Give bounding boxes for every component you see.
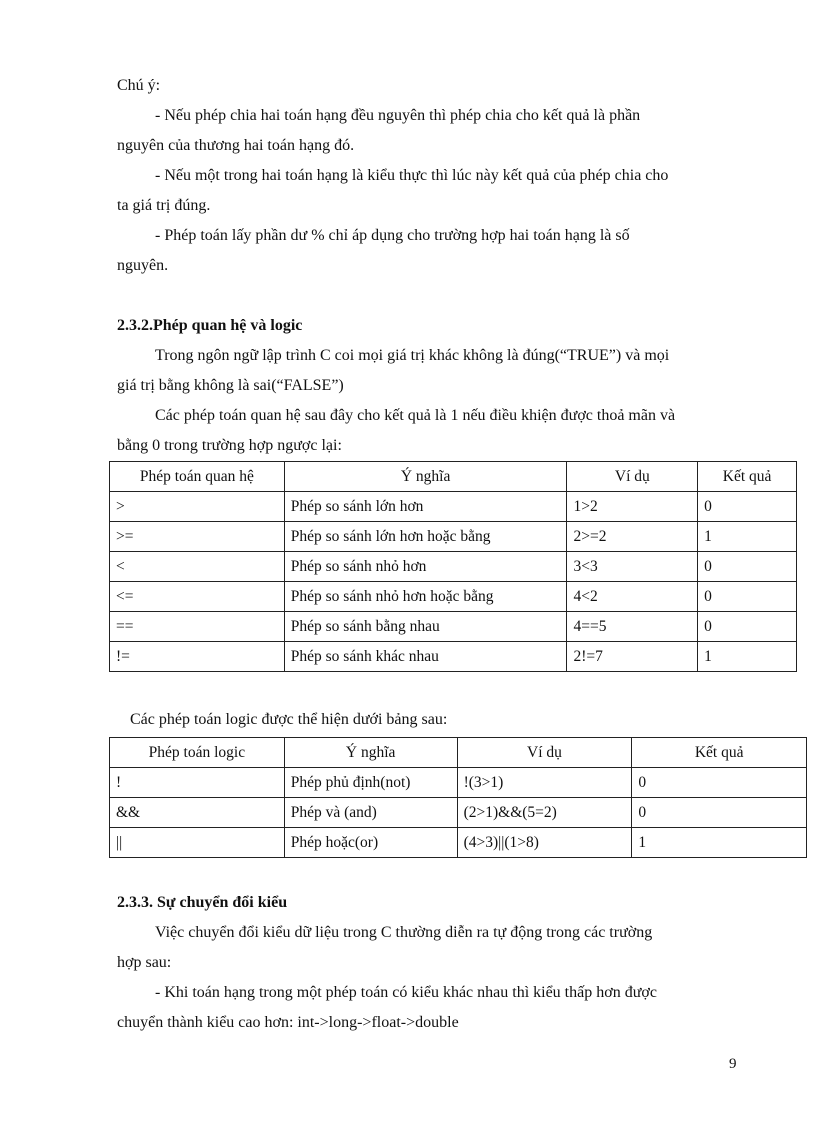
- table-row: [110, 612, 797, 642]
- table-cell: 2!=7: [567, 642, 698, 672]
- table-header-cell: Ý nghĩa: [284, 462, 567, 492]
- page-number: 9: [729, 1056, 737, 1072]
- table-header-cell: Phép toán quan hệ: [110, 462, 285, 492]
- table-cell: !=: [110, 642, 285, 672]
- note-label: Chú ý:: [117, 77, 161, 94]
- table-cell: (4>3)||(1>8): [457, 828, 632, 858]
- table-cell: <=: [110, 582, 285, 612]
- table-cell: 0: [698, 612, 797, 642]
- section-heading: 2.3.3. Sự chuyển đổi kiểu: [117, 894, 288, 911]
- table-cell: ==: [110, 612, 285, 642]
- table-cell: Phép so sánh nhỏ hơn: [284, 552, 567, 582]
- table-header-row: [110, 462, 797, 492]
- table-cell: !(3>1): [457, 768, 632, 798]
- table-cell: 1: [698, 642, 797, 672]
- table-cell: <: [110, 552, 285, 582]
- table-row: [110, 642, 797, 672]
- table-row: [110, 522, 797, 552]
- table-row: [110, 492, 797, 522]
- table-header-cell: Ví dụ: [457, 738, 632, 768]
- table-cell: Phép so sánh khác nhau: [284, 642, 567, 672]
- table-cell: 0: [698, 582, 797, 612]
- paragraph-text: bằng 0 trong trường hợp ngược lại:: [117, 437, 342, 454]
- table-cell: 0: [698, 552, 797, 582]
- table-header-cell: Phép toán logic: [110, 738, 285, 768]
- paragraph-text: - Khi toán hạng trong một phép toán có kiểu khác nhau thì kiểu thấp hơn được: [155, 984, 657, 1001]
- paragraph-text: Việc chuyển đổi kiểu dữ liệu trong C thường diễn ra tự động trong các trường: [155, 924, 653, 941]
- table-cell: Phép so sánh bằng nhau: [284, 612, 567, 642]
- table-header-cell: Kết quả: [698, 462, 797, 492]
- table-row: [110, 552, 797, 582]
- note-text: - Nếu một trong hai toán hạng là kiểu thực thì lúc này kết quả của phép chia cho: [155, 167, 669, 184]
- paragraph-text: hợp sau:: [117, 954, 172, 971]
- table-cell: Phép so sánh lớn hơn: [284, 492, 567, 522]
- table-cell: 3<3: [567, 552, 698, 582]
- table-row: [110, 798, 807, 828]
- table-cell: Phép phủ định(not): [284, 768, 457, 798]
- table-cell: >=: [110, 522, 285, 552]
- table-cell: 0: [698, 492, 797, 522]
- table-cell: Phép và (and): [284, 798, 457, 828]
- table-cell: 4==5: [567, 612, 698, 642]
- table-cell: (2>1)&&(5=2): [457, 798, 632, 828]
- table-cell: !: [110, 768, 285, 798]
- logic-operators-table: [109, 737, 807, 858]
- table-row: [110, 768, 807, 798]
- table-row: [110, 828, 807, 858]
- relational-operators-table: [109, 461, 797, 672]
- section-heading: 2.3.2.Phép quan hệ và logic: [117, 317, 303, 334]
- paragraph-text: Các phép toán logic được thể hiện dưới bảng sau:: [130, 711, 448, 728]
- paragraph-text: Các phép toán quan hệ sau đây cho kết quả là 1 nếu điều khiện được thoả mãn và: [155, 407, 676, 424]
- table-cell: 1>2: [567, 492, 698, 522]
- table-cell: >: [110, 492, 285, 522]
- table-cell: Phép so sánh nhỏ hơn hoặc bằng: [284, 582, 567, 612]
- table-cell: 2>=2: [567, 522, 698, 552]
- table-cell: Phép so sánh lớn hơn hoặc bằng: [284, 522, 567, 552]
- note-text: nguyên của thương hai toán hạng đó.: [117, 137, 355, 154]
- table-header-cell: Ví dụ: [567, 462, 698, 492]
- table-header-cell: Kết quả: [632, 738, 807, 768]
- note-text: - Nếu phép chia hai toán hạng đều nguyên thì phép chia cho kết quả là phần: [155, 107, 641, 124]
- table-cell: 0: [632, 798, 807, 828]
- table-cell: 4<2: [567, 582, 698, 612]
- paragraph-text: chuyển thành kiểu cao hơn: int->long->float->double: [117, 1014, 459, 1031]
- note-text: ta giá trị đúng.: [117, 197, 211, 214]
- table-cell: 0: [632, 768, 807, 798]
- table-cell: Phép hoặc(or): [284, 828, 457, 858]
- table-cell: 1: [698, 522, 797, 552]
- table-cell: &&: [110, 798, 285, 828]
- table-cell: 1: [632, 828, 807, 858]
- table-header-row: [110, 738, 807, 768]
- note-text: - Phép toán lấy phần dư % chỉ áp dụng cho trường hợp hai toán hạng là số: [155, 227, 630, 244]
- paragraph-text: giá trị bằng không là sai(“FALSE”): [117, 377, 344, 394]
- paragraph-text: Trong ngôn ngữ lập trình C coi mọi giá trị khác không là đúng(“TRUE”) và mọi: [155, 347, 670, 364]
- table-cell: ||: [110, 828, 285, 858]
- table-header-cell: Ý nghĩa: [284, 738, 457, 768]
- note-text: nguyên.: [117, 257, 169, 274]
- table-row: [110, 582, 797, 612]
